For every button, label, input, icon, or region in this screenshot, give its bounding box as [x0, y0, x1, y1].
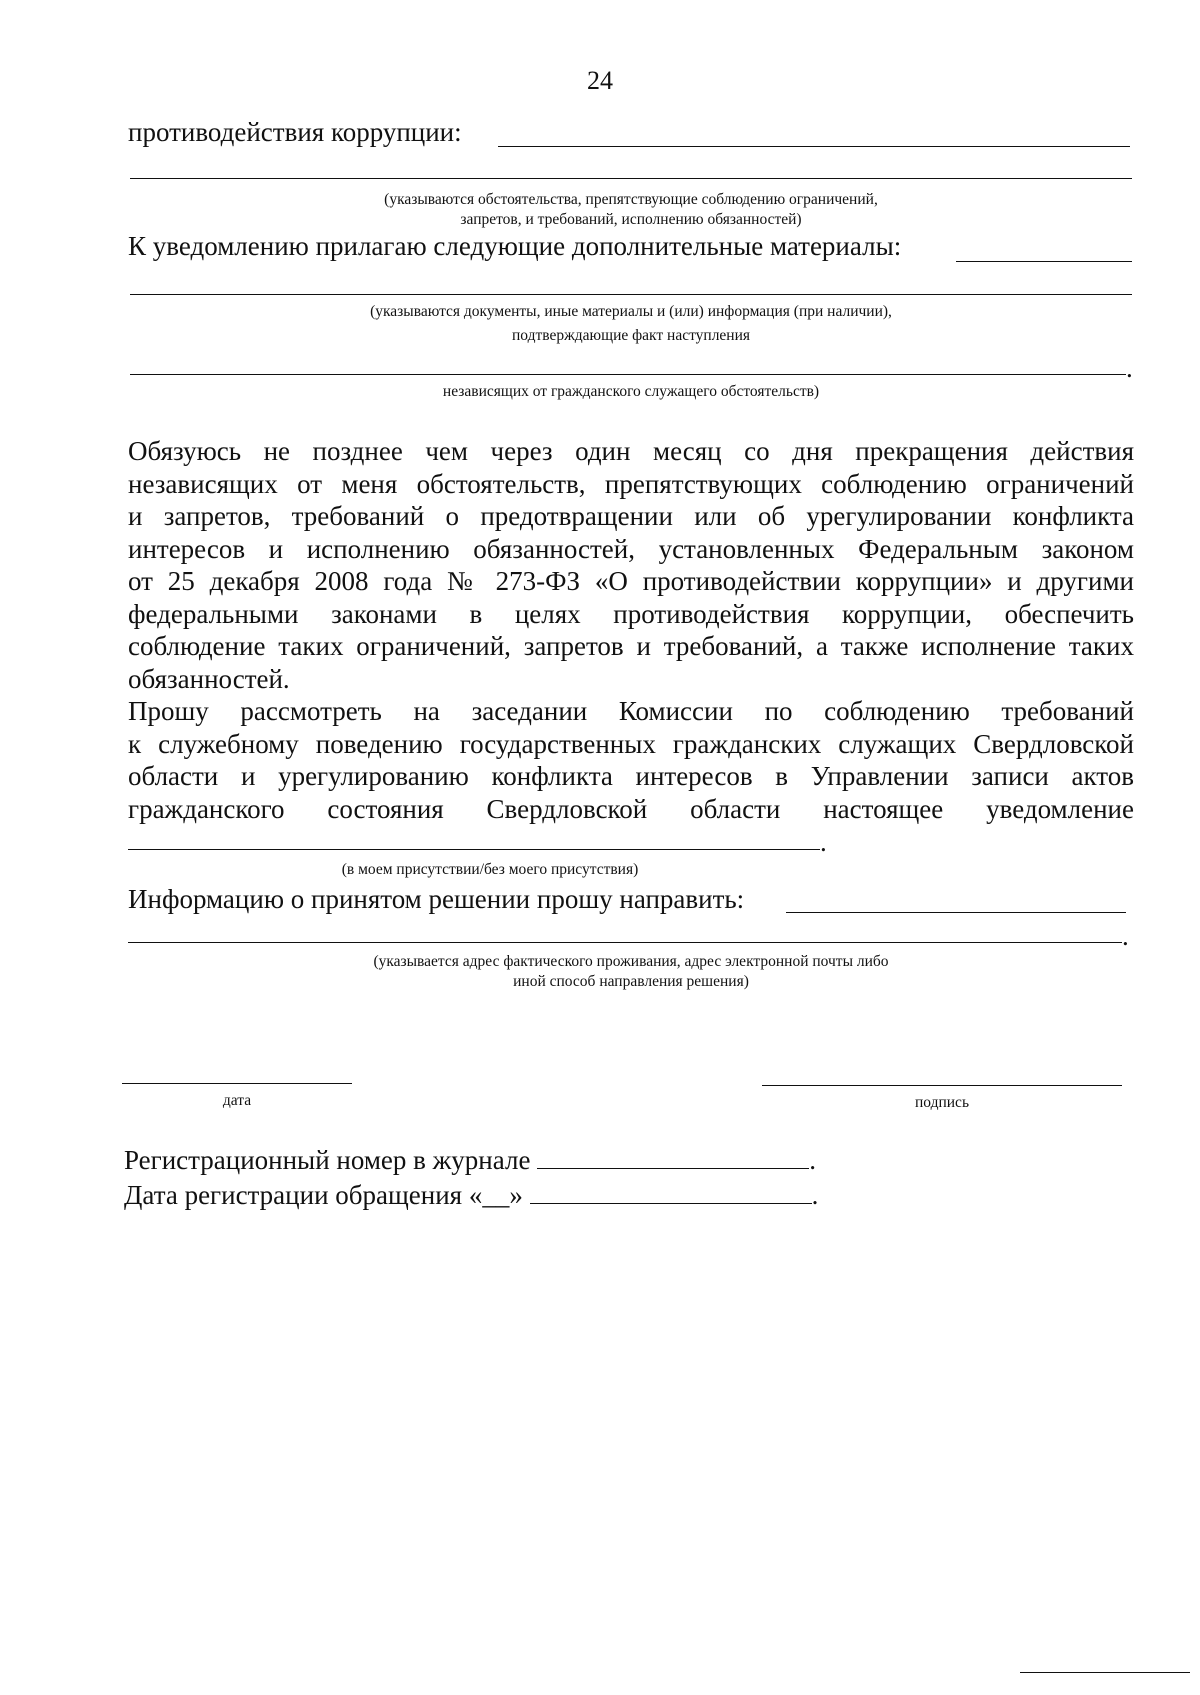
commitment-line: независящих от меня обстоятельств, препятствующих соблюдению ограничений [128, 468, 1134, 499]
circumstances-field[interactable] [130, 178, 1132, 179]
date-field[interactable] [122, 1083, 352, 1084]
request-line: к служебному поведению государственных гражданских служащих Свердловской [128, 728, 1134, 759]
registration-number-row: Регистрационный номер в журнале . [124, 1145, 816, 1175]
request-paragraph [128, 695, 1134, 825]
date-label: дата [222, 1092, 252, 1109]
commitment-line: обязанностей. [128, 663, 290, 694]
registration-date-row: Дата регистрации обращения «__» . [124, 1180, 819, 1210]
commitment-line: интересов и исполнению обязанностей, установленных Федеральным законом [128, 533, 1134, 564]
registration-number-field[interactable] [537, 1167, 809, 1169]
decision-info-field-2[interactable] [128, 942, 1122, 943]
attach-materials-field-3[interactable] [130, 374, 1126, 375]
attach-note-line2: подтверждающие факт наступления [511, 327, 751, 344]
attach-note-line3: независящих от гражданского служащего обстоятельств) [442, 383, 820, 400]
footer-divider [1020, 1672, 1190, 1673]
decision-info-field[interactable] [786, 912, 1126, 913]
request-line: гражданского состояния Свердловской области настоящее уведомление [128, 793, 1134, 824]
circumstances-note-line2: запретов, и требований, исполнению обязанностей) [460, 211, 802, 228]
commitment-line: и запретов, требований о предотвращении или об урегулировании конфликта [128, 501, 1134, 531]
page-number: 24 [587, 66, 613, 95]
registration-number-label: Регистрационный номер в журнале [124, 1145, 531, 1175]
decision-info-label: Информацию о принятом решении прошу направить: [128, 884, 745, 914]
registration-date-field[interactable] [530, 1202, 812, 1204]
signature-field[interactable] [762, 1085, 1122, 1086]
request-line: Прошу рассмотреть на заседании Комиссии по соблюдению требований [128, 696, 1134, 726]
presence-field[interactable] [128, 849, 820, 850]
anticorruption-label: противодействия коррупции: [128, 117, 462, 147]
commitment-line: федеральными законами в целях противодействия коррупции, обеспечить [128, 598, 1134, 629]
address-note-line1: (указывается адрес фактического проживания, адрес электронной почты либо [373, 953, 889, 970]
address-note-line2: иной способ направления решения) [513, 973, 749, 990]
presence-note: (в моем присутствии/без моего присутствия) [341, 861, 639, 878]
attach-materials-field[interactable] [956, 261, 1132, 262]
commitment-line: соблюдение таких ограничений, запретов и требований, а также исполнение таких [128, 631, 1134, 661]
anticorruption-field[interactable] [498, 146, 1130, 147]
registration-date-label: Дата регистрации обращения «__» [124, 1180, 523, 1210]
commitment-paragraph [128, 435, 1134, 695]
circumstances-note-line1: (указываются обстоятельства, препятствующие соблюдению ограничений, [384, 191, 878, 208]
request-line: области и урегулированию конфликта интересов в Управлении записи актов [128, 761, 1134, 791]
attach-materials-label: К уведомлению прилагаю следующие дополнительные материалы: [128, 231, 902, 261]
signature-label: подпись [914, 1094, 970, 1111]
attach-note-line1: (указываются документы, иные материалы и (или) информация (при наличии), [370, 303, 892, 320]
commitment-line: от 25 декабря 2008 года № 273-ФЗ «О противодействии коррупции» и другими [128, 566, 1134, 596]
commitment-line: Обязуюсь не позднее чем через один месяц со дня прекращения действия [128, 436, 1134, 466]
attach-materials-field-2[interactable] [130, 294, 1132, 295]
